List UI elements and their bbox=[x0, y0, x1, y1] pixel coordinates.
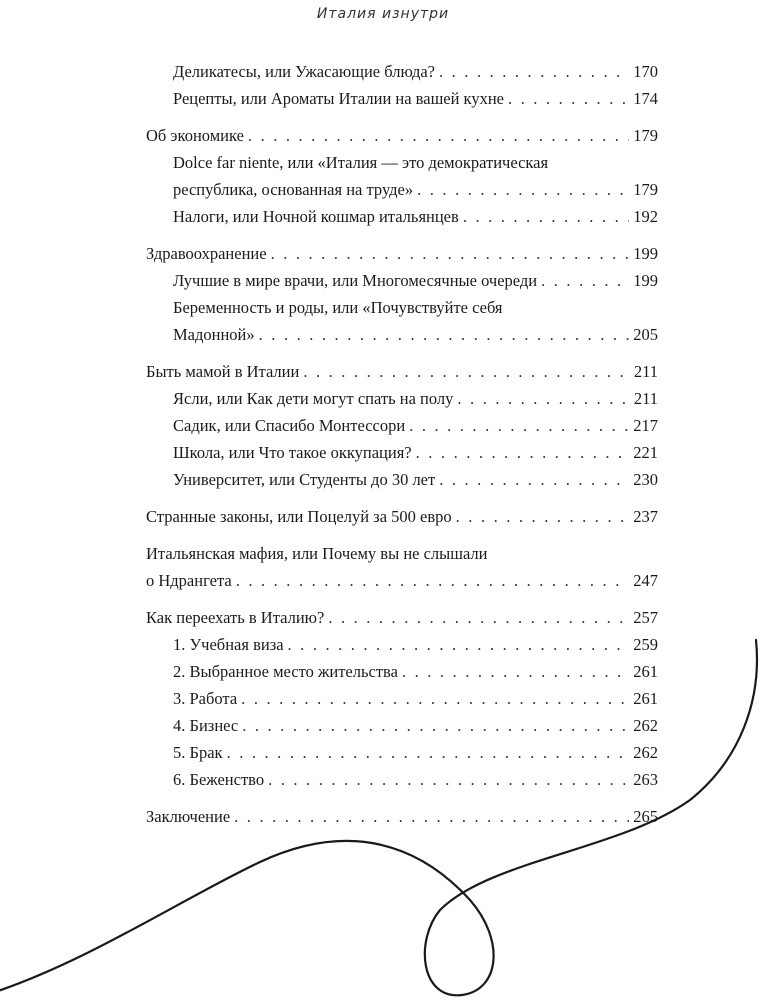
page-number: 170 bbox=[633, 62, 658, 81]
toc-entry[interactable]: республика, основанная на труде» . . . 179 bbox=[146, 176, 658, 203]
dot-leader bbox=[417, 176, 629, 203]
toc-entry[interactable]: Школа, или Что такое оккупация? . . . 221 bbox=[146, 439, 658, 466]
toc-entry[interactable]: Налоги, или Ночной кошмар итальянцев . . . 192 bbox=[146, 203, 658, 230]
toc-entry-line[interactable]: Беременность и роды, или «Почувствуйте себя bbox=[173, 298, 503, 317]
toc-chapter[interactable]: Об экономике . . . 179 bbox=[146, 122, 658, 149]
dot-leader bbox=[268, 766, 629, 793]
dot-leader bbox=[303, 358, 630, 385]
toc-entry[interactable]: Лучшие в мире врачи, или Многомесячные очереди . . . 199 bbox=[146, 267, 658, 294]
dot-leader bbox=[234, 803, 629, 830]
dot-leader bbox=[457, 385, 629, 412]
dot-leader bbox=[242, 712, 629, 739]
toc-chapter[interactable]: Быть мамой в Италии . . . 211 bbox=[146, 358, 658, 385]
dot-leader bbox=[402, 658, 629, 685]
toc-entry[interactable]: Рецепты, или Ароматы Италии на вашей кухне . . . 174 bbox=[146, 85, 658, 112]
toc-section-conclusion bbox=[146, 803, 658, 830]
running-title: Италия изнутри bbox=[316, 6, 450, 22]
page-number: 179 bbox=[633, 126, 658, 145]
toc-entry[interactable]: Деликатесы, или Ужасающие блюда? . . . 170 bbox=[146, 58, 658, 85]
dot-leader bbox=[409, 412, 629, 439]
page-number: 179 bbox=[633, 180, 658, 199]
toc-section-food bbox=[146, 58, 658, 112]
dot-leader bbox=[456, 503, 630, 530]
toc-chapter[interactable]: Странные законы, или Поцелуй за 500 евро . . . 237 bbox=[146, 503, 658, 530]
page-number: 259 bbox=[633, 635, 658, 654]
page-number: 199 bbox=[633, 244, 658, 263]
toc-chapter[interactable]: Как переехать в Италию? . . . 257 bbox=[146, 604, 658, 631]
toc-entry[interactable]: 4. Бизнес . . . 262 bbox=[146, 712, 658, 739]
toc-section-mafia bbox=[146, 540, 658, 594]
toc-entry[interactable]: Ясли, или Как дети могут спать на полу . . . 211 bbox=[146, 385, 658, 412]
page-number: 247 bbox=[633, 571, 658, 590]
table-of-contents bbox=[146, 58, 658, 840]
page-number: 262 bbox=[633, 716, 658, 735]
page-number: 263 bbox=[633, 770, 658, 789]
page-number: 261 bbox=[633, 662, 658, 681]
dot-leader bbox=[508, 85, 629, 112]
dot-leader bbox=[439, 466, 629, 493]
toc-section-motherhood bbox=[146, 358, 658, 493]
page-number: 257 bbox=[633, 608, 658, 627]
toc-section-economy bbox=[146, 122, 658, 230]
toc-entry-line[interactable]: Dolce far niente, или «Италия — это демократическая bbox=[173, 153, 549, 172]
dot-leader bbox=[248, 122, 629, 149]
dot-leader bbox=[439, 58, 629, 85]
toc-entry[interactable]: 3. Работа . . . 261 bbox=[146, 685, 658, 712]
toc-entry[interactable]: 1. Учебная виза . . . 259 bbox=[146, 631, 658, 658]
toc-chapter[interactable]: Заключение . . . 265 bbox=[146, 803, 658, 830]
page-number: 221 bbox=[633, 443, 658, 462]
toc-entry[interactable]: 5. Брак . . . 262 bbox=[146, 739, 658, 766]
page-number: 205 bbox=[633, 325, 658, 344]
toc-chapter[interactable]: о Ндрангета . . . 247 bbox=[146, 567, 658, 594]
dot-leader bbox=[541, 267, 629, 294]
page-number: 262 bbox=[633, 743, 658, 762]
toc-entry[interactable]: Мадонной» . . . 205 bbox=[146, 321, 658, 348]
dot-leader bbox=[416, 439, 630, 466]
dot-leader bbox=[241, 685, 629, 712]
toc-section-laws bbox=[146, 503, 658, 530]
dot-leader bbox=[227, 739, 630, 766]
page-number: 237 bbox=[633, 507, 658, 526]
toc-chapter[interactable]: Здравоохранение . . . 199 bbox=[146, 240, 658, 267]
page-number: 261 bbox=[633, 689, 658, 708]
page-number: 192 bbox=[633, 207, 658, 226]
dot-leader bbox=[288, 631, 630, 658]
toc-section-health bbox=[146, 240, 658, 348]
toc-entry[interactable]: Университет, или Студенты до 30 лет . . . 230 bbox=[146, 466, 658, 493]
dot-leader bbox=[236, 567, 630, 594]
page-number: 265 bbox=[633, 807, 658, 826]
page-number: 199 bbox=[633, 271, 658, 290]
toc-entry[interactable]: 6. Беженство . . . 263 bbox=[146, 766, 658, 793]
dot-leader bbox=[271, 240, 630, 267]
toc-entry[interactable]: 2. Выбранное место жительства . . . 261 bbox=[146, 658, 658, 685]
dot-leader bbox=[328, 604, 629, 631]
page-number: 217 bbox=[633, 416, 658, 435]
toc-section-moving bbox=[146, 604, 658, 793]
dot-leader bbox=[463, 203, 629, 230]
dot-leader bbox=[259, 321, 630, 348]
page-number: 230 bbox=[633, 470, 658, 489]
toc-chapter-line[interactable]: Итальянская мафия, или Почему вы не слышали bbox=[146, 544, 488, 563]
toc-entry[interactable]: Садик, или Спасибо Монтессори . . . 217 bbox=[146, 412, 658, 439]
page-number: 211 bbox=[633, 362, 658, 381]
page-number: 174 bbox=[633, 89, 658, 108]
page-number: 211 bbox=[633, 389, 658, 408]
